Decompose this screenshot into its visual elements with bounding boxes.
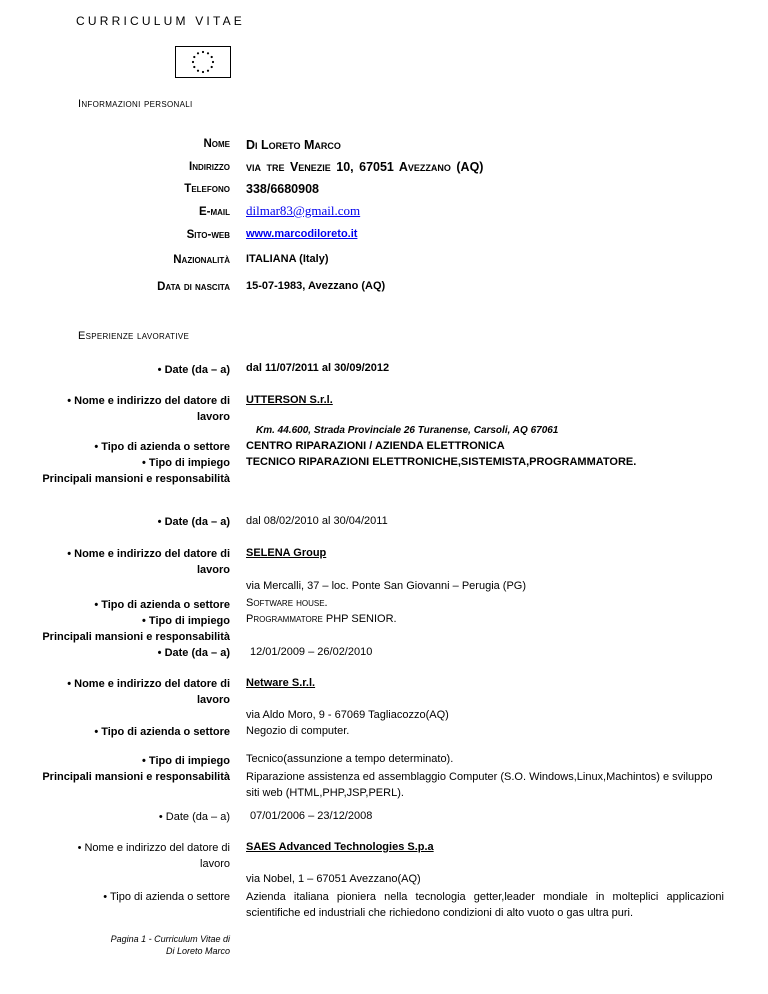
label-date-2: • Date (da – a) <box>157 516 230 528</box>
label-mansioni-1: Principali mansioni e responsabilità <box>42 473 230 485</box>
label-nazionalita: Nazionalità <box>173 254 230 266</box>
value-nazionalita: ITALIANA (Italy) <box>246 253 329 265</box>
section-personal-title: Informazioni personali <box>78 98 193 110</box>
label-tipo-azienda-3: • Tipo di azienda o settore <box>94 726 230 738</box>
label-mansioni-3: Principali mansioni e responsabilità <box>42 771 230 783</box>
job4-address: via Nobel, 1 – 67051 Avezzano(AQ) <box>246 873 421 885</box>
value-telefono: 338/6680908 <box>246 182 319 196</box>
job3-address: via Aldo Moro, 9 - 67069 Tagliacozzo(AQ) <box>246 709 449 721</box>
label-employer-1-line2: lavoro <box>196 411 230 423</box>
job4-employer: SAES Advanced Technologies S.p.a <box>246 841 434 853</box>
job3-date: 12/01/2009 – 26/02/2010 <box>250 646 373 658</box>
job1-date: dal 11/07/2011 al 30/09/2012 <box>246 362 390 374</box>
label-tipo-azienda-4: • Tipo di azienda o settore <box>103 891 230 903</box>
label-mansioni-2: Principali mansioni e responsabilità <box>42 631 230 643</box>
job2-role: Programmatore PHP SENIOR. <box>246 613 397 625</box>
label-nome: Nome <box>203 138 230 150</box>
job2-employer: SELENA Group <box>246 547 327 559</box>
job4-sector: Azienda italiana pioniera nella tecnologia getter,leader mondiale in molteplici applicazioni scientifiche ed industriali che richiedono condizioni di alto vuoto o gas ultra puri. <box>246 891 724 919</box>
label-employer-1-line1: • Nome e indirizzo del datore di <box>67 395 230 407</box>
label-employer-2-line2: lavoro <box>196 564 230 576</box>
website-link[interactable]: www.marcodiloreto.it <box>246 228 358 240</box>
label-email: E-mail <box>198 206 230 218</box>
job3-duties: Riparazione assistenza ed assemblaggio Computer (S.O. Windows,Linux,Machintos) e sviluppo siti web (HTML,PHP,JSP,PERL). <box>246 771 713 799</box>
label-employer-3-line2: lavoro <box>196 694 230 706</box>
footer-line1: Pagina 1 - Curriculum Vitae di <box>110 934 230 944</box>
label-tipo-impiego-2: • Tipo di impiego <box>142 615 230 627</box>
job2-date: dal 08/02/2010 al 30/04/2011 <box>246 515 388 527</box>
footer-line2: Di Loreto Marco <box>165 946 230 956</box>
label-indirizzo: Indirizzo <box>189 161 230 173</box>
label-sito: Sito-web <box>186 229 230 241</box>
label-job1-block <box>42 439 230 487</box>
job2-address: via Mercalli, 37 – loc. Ponte San Giovanni – Perugia (PG) <box>246 580 527 592</box>
label-employer-4-line2: lavoro <box>200 858 230 870</box>
label-telefono: Telefono <box>184 183 230 195</box>
email-link[interactable]: dilmar83@gmail.com <box>246 203 361 218</box>
label-date-4: • Date (da – a) <box>158 811 230 823</box>
label-nascita: Data di nascita <box>157 281 230 293</box>
label-tipo-impiego-3: • Tipo di impiego <box>142 755 230 767</box>
label-job3-block <box>42 753 230 785</box>
label-employer-2 <box>67 546 230 578</box>
eu-flag-icon <box>175 46 231 78</box>
label-date-1: • Date (da – a) <box>157 364 230 376</box>
label-tipo-impiego-1: • Tipo di impiego <box>142 457 230 469</box>
section-work-title: Esperienze lavorative <box>78 330 190 342</box>
label-employer-4 <box>78 840 230 872</box>
label-employer-2-line1: • Nome e indirizzo del datore di <box>67 548 230 560</box>
label-employer-1 <box>67 393 230 425</box>
value-nascita: 15-07-1983, Avezzano (AQ) <box>246 280 386 292</box>
label-employer-3 <box>67 676 230 708</box>
value-indirizzo: via tre Venezie 10, 67051 Avezzano (AQ) <box>246 160 484 174</box>
job1-sector: CENTRO RIPARAZIONI / AZIENDA ELETTRONICA <box>246 440 505 452</box>
job3-role: Tecnico(assunzione a tempo determinato). <box>246 753 454 765</box>
job1-role: TECNICO RIPARAZIONI ELETTRONICHE,SISTEMISTA,PROGRAMMATORE. <box>246 456 637 468</box>
job1-employer: UTTERSON S.r.l. <box>246 394 333 406</box>
job2-sector: Software house. <box>246 597 328 609</box>
page-footer <box>111 933 230 957</box>
label-employer-4-line1: • Nome e indirizzo del datore di <box>77 842 230 854</box>
label-date-3: • Date (da – a) <box>157 647 230 659</box>
value-nome: Di Loreto Marco <box>246 138 341 152</box>
cv-title: CURRICULUM VITAE <box>76 14 245 28</box>
job4-date: 07/01/2006 – 23/12/2008 <box>250 810 373 822</box>
job1-address: Km. 44.600, Strada Provinciale 26 Turanense, Carsoli, AQ 67061 <box>256 425 559 436</box>
label-tipo-azienda-1: • Tipo di azienda o settore <box>94 441 230 453</box>
job3-employer: Netware S.r.l. <box>246 677 316 689</box>
label-job2-block <box>42 597 230 661</box>
label-tipo-azienda-2: • Tipo di azienda o settore <box>94 599 230 611</box>
label-employer-3-line1: • Nome e indirizzo del datore di <box>67 678 230 690</box>
job3-sector: Negozio di computer. <box>246 725 350 737</box>
